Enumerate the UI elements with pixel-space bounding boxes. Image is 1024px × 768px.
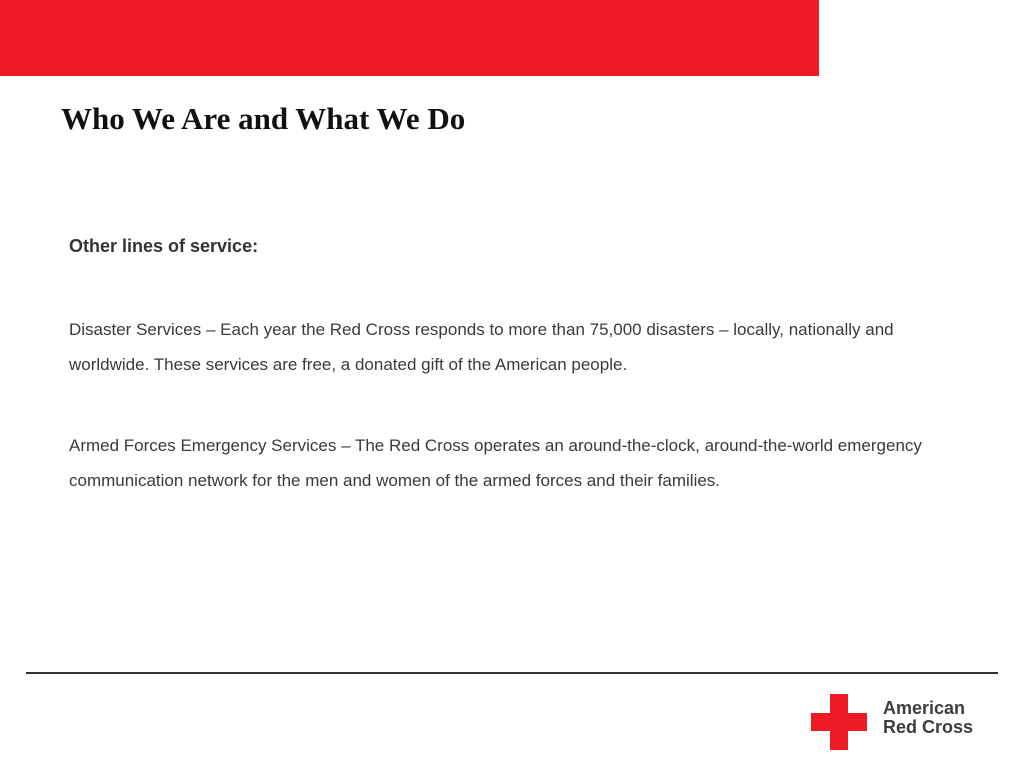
slide-body [69, 232, 969, 498]
top-red-banner [0, 0, 819, 76]
section-subheading: Other lines of service: [69, 236, 259, 256]
logo-wordmark [883, 699, 973, 737]
slide-title: Who We Are and What We Do [61, 101, 466, 136]
red-cross-icon [811, 694, 867, 750]
american-red-cross-logo [811, 694, 991, 750]
logo-line-american: American [883, 698, 966, 718]
paragraph-disaster-services: Disaster Services – Each year the Red Cross responds to more than 75,000 disasters – locally, nationally and worldwide. These services are free, a donated gift of the American people. [69, 320, 894, 374]
logo-line-red-cross: Red Cross [883, 717, 974, 737]
footer-divider [26, 672, 998, 674]
paragraph-armed-forces-services: Armed Forces Emergency Services – The Red Cross operates an around-the-clock, around-the-world emergency communication network for the men and women of the armed forces and their families. [69, 436, 922, 490]
